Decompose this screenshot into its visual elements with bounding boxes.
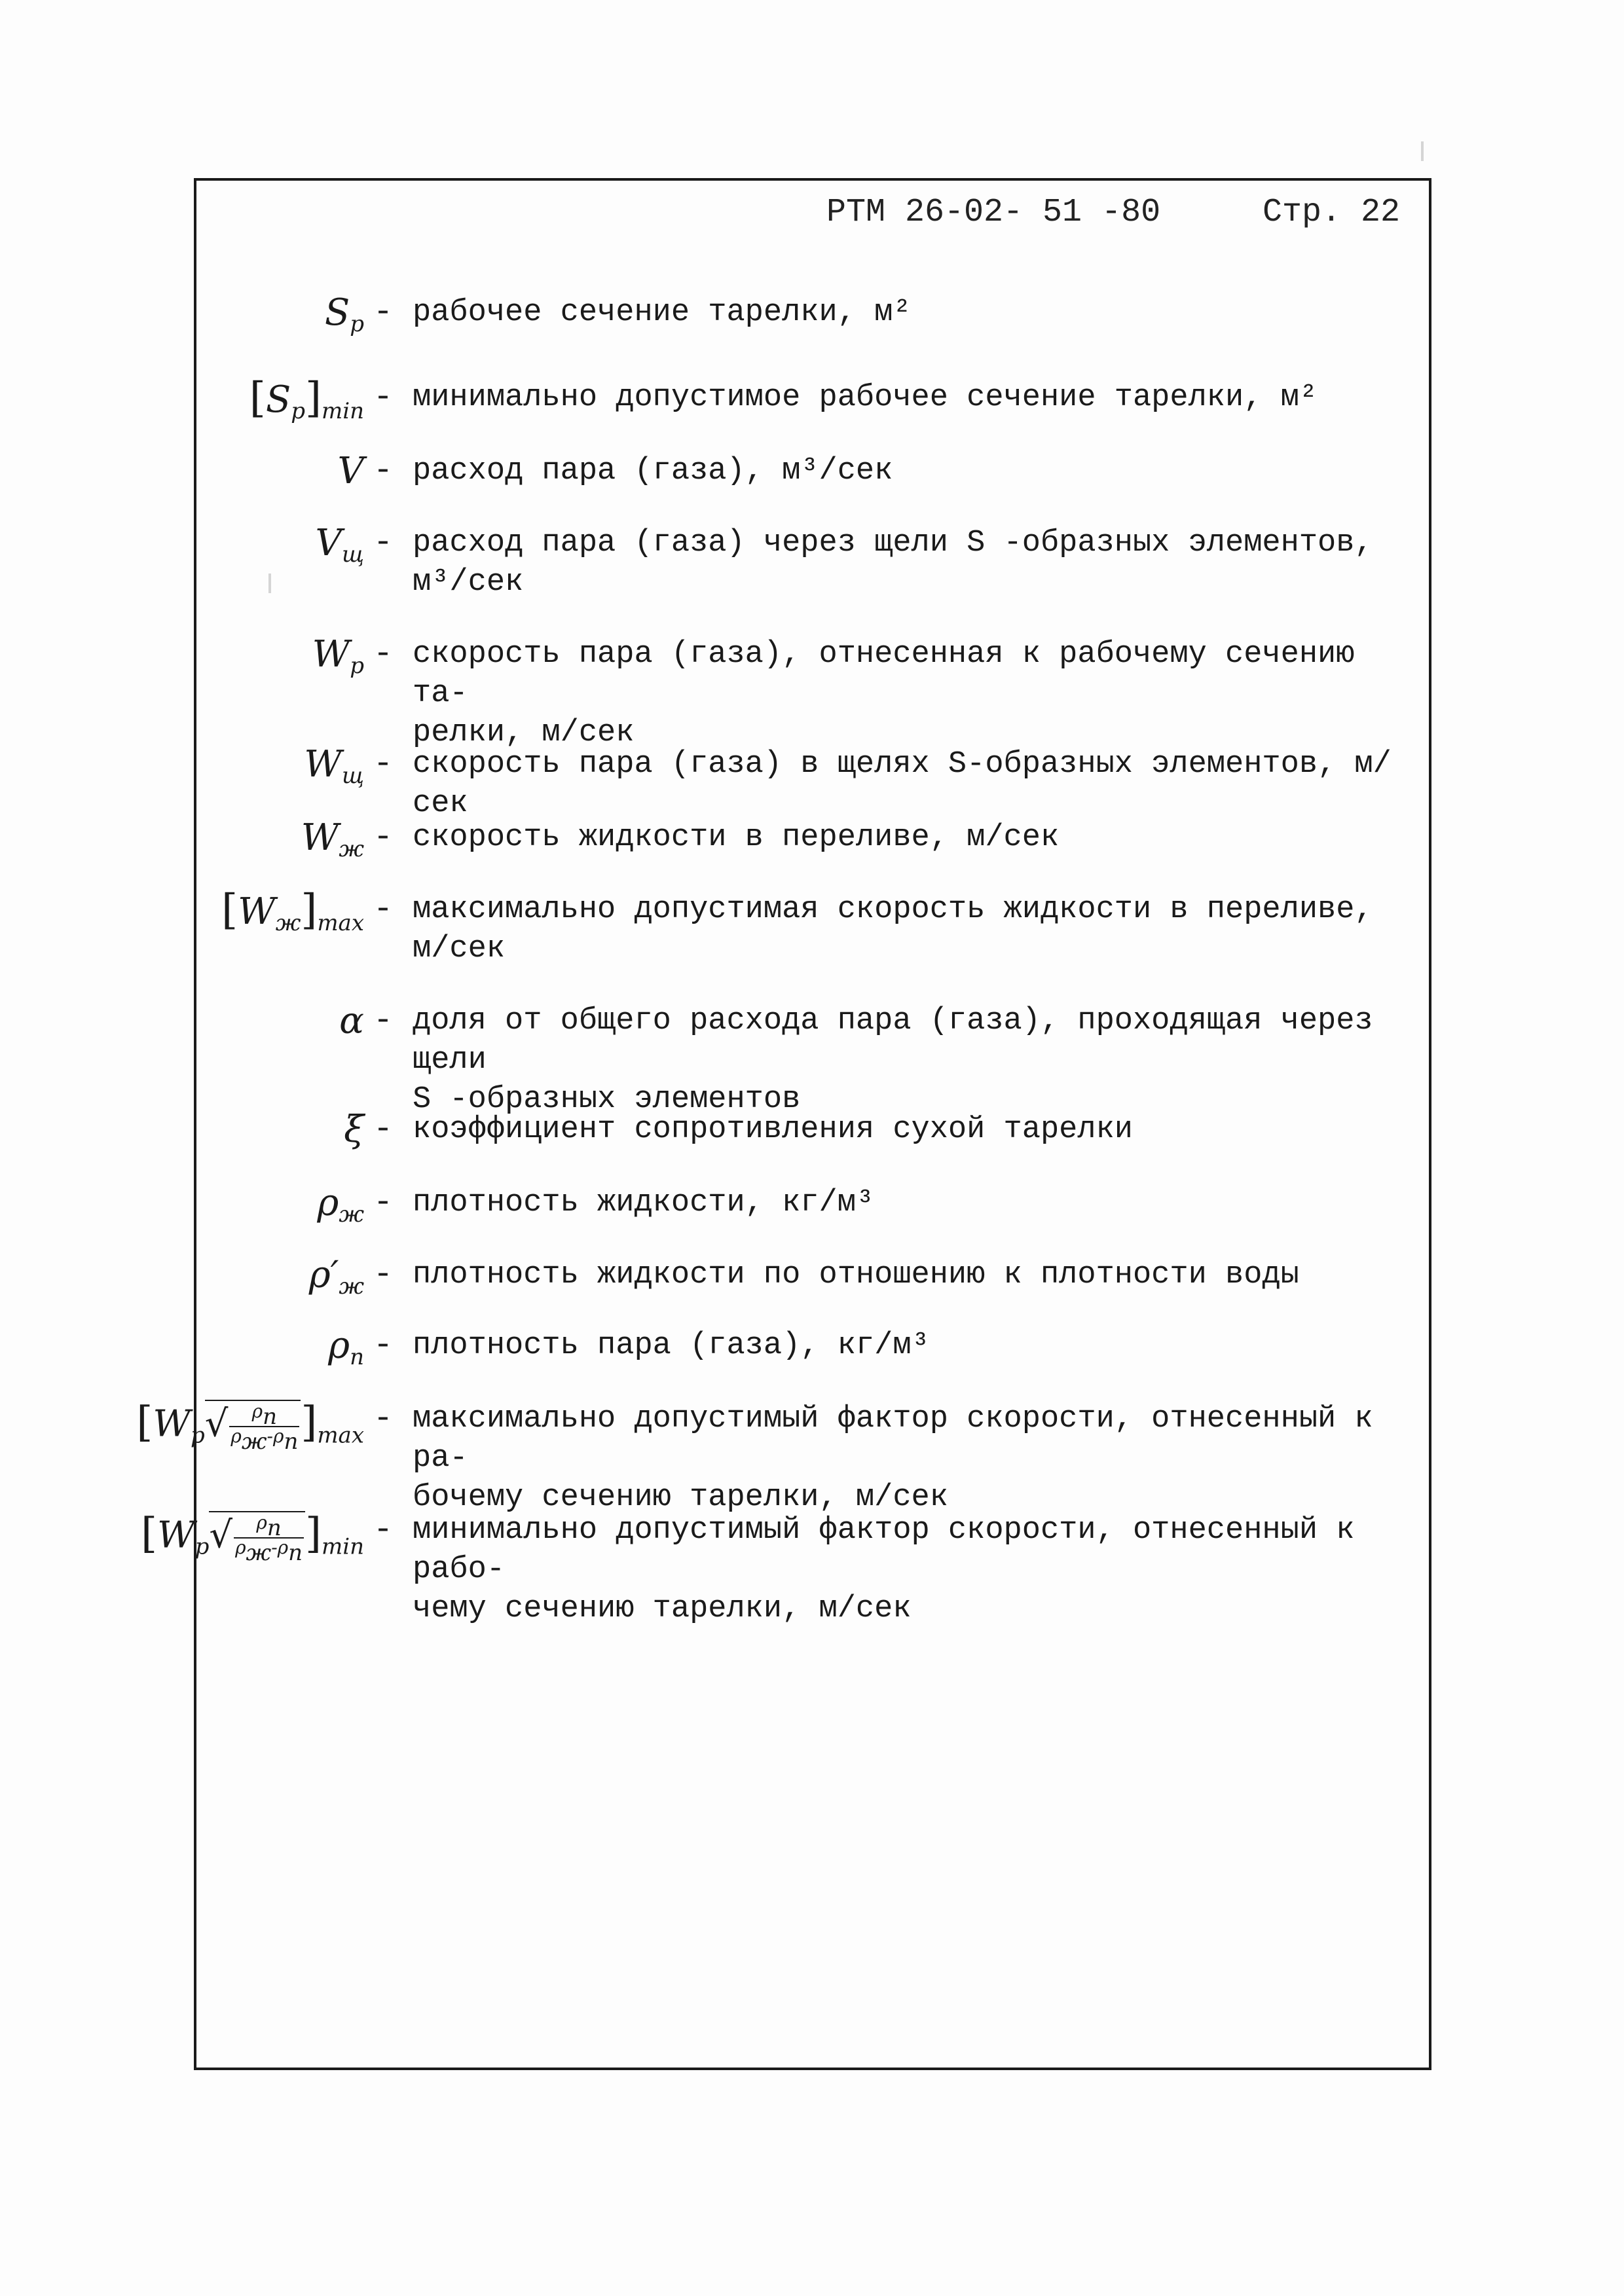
dash: - (373, 1327, 394, 1364)
definition-text: плотность пара (газа), кг/м³ (413, 1328, 930, 1363)
dash: - (373, 524, 394, 562)
dash: - (373, 1400, 394, 1438)
symbol: $W_p$ (312, 633, 364, 679)
symbol: ξ (344, 1108, 364, 1151)
definition-text: рабочее сечение тарелки, м² (413, 295, 912, 330)
symbol: $W_щ$ (304, 743, 364, 789)
scan-mark (268, 574, 271, 593)
dash: - (373, 746, 394, 783)
page-number: Стр. 22 (1263, 194, 1401, 231)
definition-text: расход пара (газа), м³/сек (413, 454, 893, 488)
definition-text: доля от общего расхода пара (газа), проходящая через щели S -образных элементов (413, 1004, 1373, 1117)
definition-text: скорость пара (газа), отнесенная к рабочему сечению та- релки, м/сек (413, 637, 1355, 750)
definition-text: плотность жидкости по отношению к плотности воды (413, 1258, 1299, 1292)
symbol: [$W_p√$ $\frac{\rho_п}{\rho_ж-\rho_п}$ ]$_{max}$ (136, 1398, 364, 1455)
symbol: [$W_p√$ $\frac{\rho_п}{\rho_ж-\rho_п}$ ]$_{min}$ (141, 1509, 364, 1566)
definition-text: плотность жидкости, кг/м³ (413, 1186, 875, 1220)
symbol: $[W_ж]_{max}$ (221, 886, 364, 936)
definition-text: коэффициент сопротивления сухой тарелки (413, 1112, 1133, 1147)
symbol: $\rho'_ж$ (308, 1254, 364, 1300)
definition-text: минимально допустимое рабочее сечение тарелки, м² (413, 380, 1318, 415)
scan-mark (1421, 141, 1424, 161)
dash: - (373, 294, 394, 331)
symbol: $[S_p]_{min}$ (249, 374, 364, 424)
dash: - (373, 1512, 394, 1549)
dash: - (373, 636, 394, 673)
symbol: $S_p$ (324, 291, 364, 337)
dash: - (373, 891, 394, 928)
symbol: $\rho_ж$ (317, 1182, 364, 1228)
symbol: α (339, 1000, 364, 1042)
dash: - (373, 1184, 394, 1222)
definition-text: расход пара (газа) через щели S -образных элементов, м³/сек (413, 526, 1373, 600)
definition-text: максимально допустимая скорость жидкости в переливе, м/сек (413, 892, 1373, 966)
symbol: V (337, 450, 364, 492)
definition-text: максимально допустимый фактор скорости, отнесенный к ра- бочему сечению тарелки, м/сек (413, 1402, 1373, 1515)
symbol: $W_ж$ (301, 816, 364, 862)
dash: - (373, 1111, 394, 1148)
dash: - (373, 819, 394, 856)
dash: - (373, 1002, 394, 1040)
document-code: РТМ 26-02- 51 -80 (826, 194, 1161, 231)
dash: - (373, 1256, 394, 1294)
definition-text: скорость жидкости в переливе, м/сек (413, 820, 1060, 855)
definition-text: скорость пара (газа) в щелях S-образных элементов, м/сек (413, 747, 1392, 821)
symbol: $V_щ$ (315, 522, 364, 568)
definition-text: минимально допустимый фактор скорости, отнесенный к рабо- чему сечению тарелки, м/сек (413, 1513, 1355, 1626)
dash: - (373, 379, 394, 416)
symbol: $\rho_п$ (328, 1324, 364, 1370)
dash: - (373, 452, 394, 490)
